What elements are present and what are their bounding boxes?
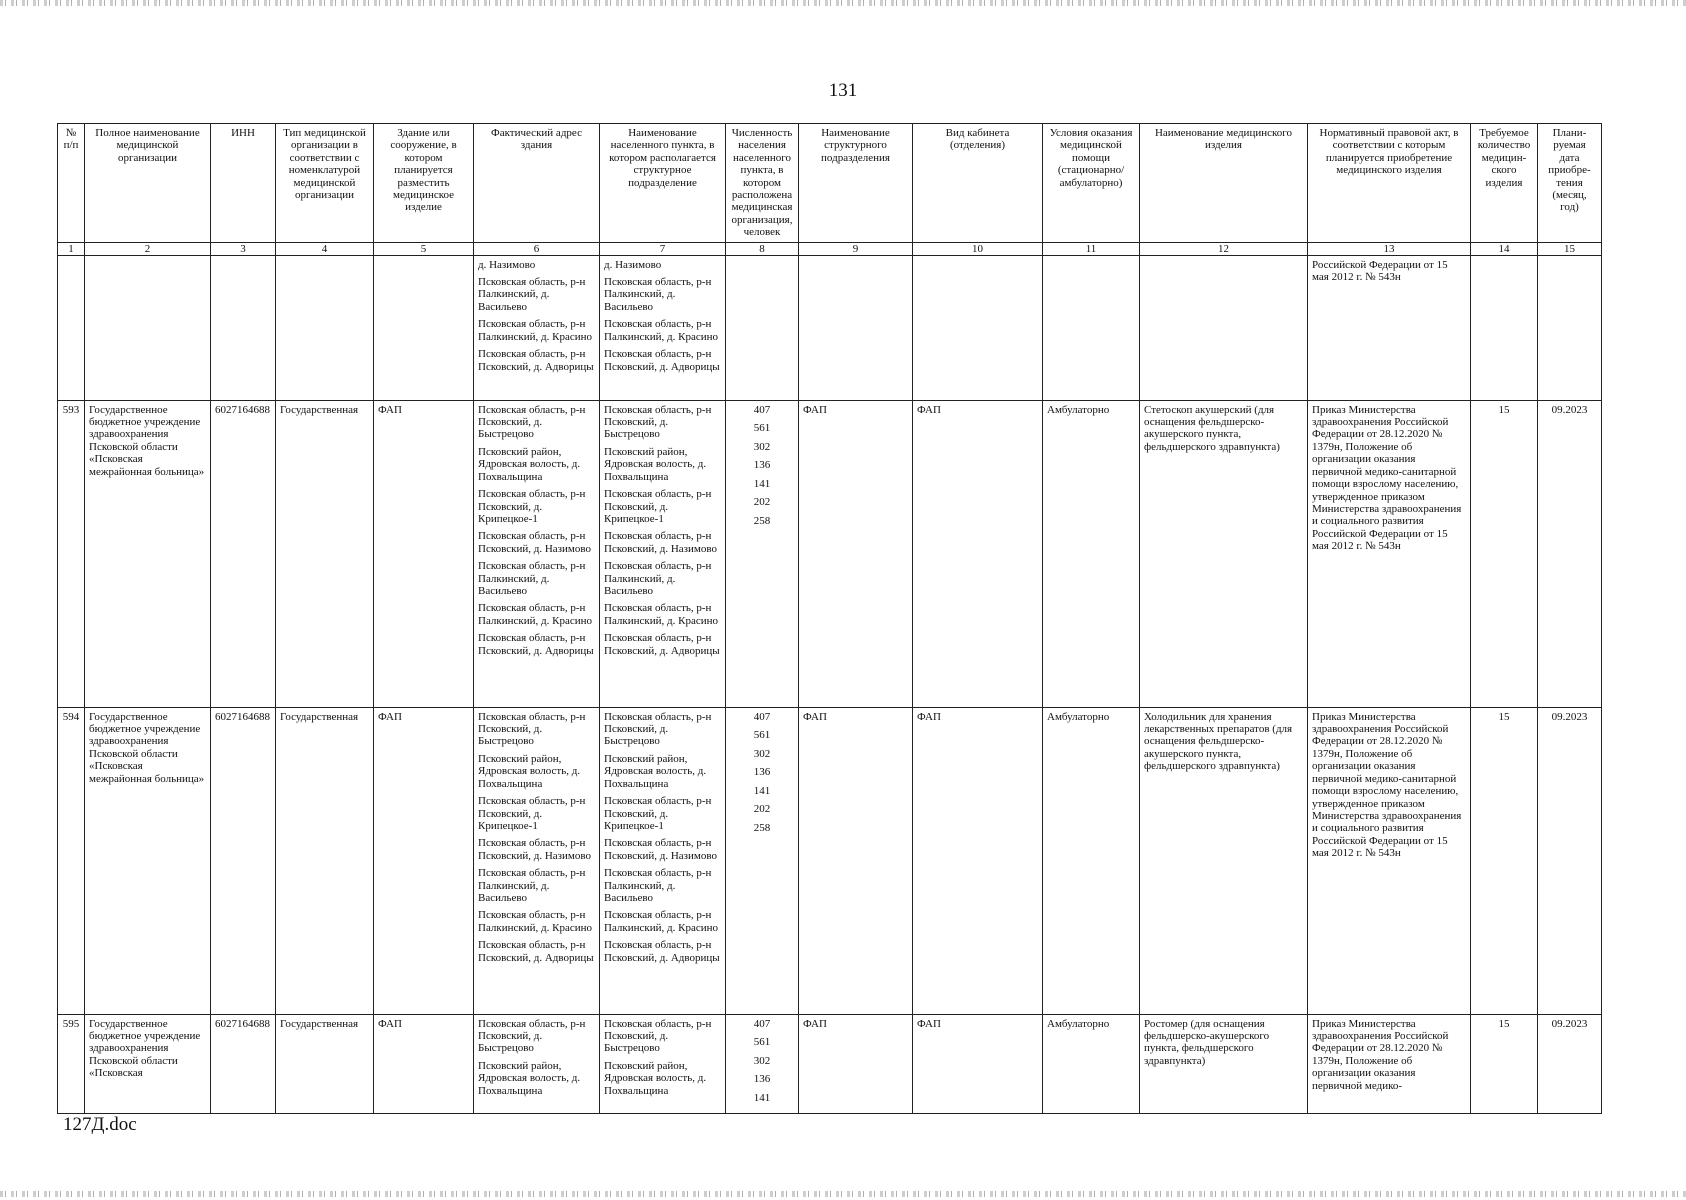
address-cell [474, 707, 600, 1014]
settlement-line: Псковская область, р-н Псковский, д. Адворицы [604, 939, 720, 964]
column-number: 8 [726, 242, 799, 255]
population-value: 302 [753, 1054, 771, 1067]
address-line: Псковская область, р-н Палкинский, д. Васильево [478, 867, 586, 904]
column-number: 3 [211, 242, 276, 255]
population-cell [726, 707, 799, 1014]
org-type: Государственная [276, 400, 374, 707]
header-act: Нормативный правовой акт, в соответствии с которым планируется приобретение медицинского изделия [1308, 124, 1471, 243]
cabinet-type: ФАП [913, 1014, 1043, 1114]
address-line: Псковская область, р-н Псковский, д. Крипецкое-1 [478, 795, 586, 832]
footer-filename: 127Д.doc [63, 1114, 137, 1135]
device-name: Стетоскоп акушерский (для оснащения фельдшерско-акушерского пункта, фельдшерского здравпункта) [1140, 400, 1308, 707]
population-value: 136 [753, 766, 771, 779]
header-org: Полное наименование медицинской организации [85, 124, 211, 243]
table-row [58, 707, 1602, 1014]
address-line: Псковская область, р-н Псковский, д. Крипецкое-1 [478, 488, 586, 525]
quantity: 15 [1471, 1014, 1538, 1114]
inn-value: 6027164688 [211, 1014, 276, 1114]
column-number: 14 [1471, 242, 1538, 255]
address-line: Псковская область, р-н Псковский, д. Адворицы [478, 632, 594, 657]
row-number: 595 [58, 1014, 85, 1114]
legal-act: Приказ Министерства здравоохранения Российской Федерации от 28.12.2020 № 1379н, Положение об организации оказания первичной медико-санитарной помощи взрослому населению, утвержденное приказом Министерства здравоохранения и социального развития Российской Федерации от 15 мая 2012 г. № 543н [1308, 400, 1471, 707]
care-conditions: Амбулаторно [1043, 1014, 1140, 1114]
settlement-line: Псковский район, Ядровская волость, д. Похвальщина [604, 752, 707, 790]
device-name: Холодильник для хранения лекарственных препаратов (для оснащения фельдшерско-акушерского пункта, фельдшерского здравпункта) [1140, 707, 1308, 1014]
empty-cell [913, 255, 1043, 400]
column-number: 13 [1308, 242, 1471, 255]
org-type: Государственная [276, 707, 374, 1014]
column-number: 12 [1140, 242, 1308, 255]
building: ФАП [374, 400, 474, 707]
settlement-line: Псковская область, р-н Псковский, д. Адворицы [604, 632, 720, 657]
header-conditions: Условия оказания медицинской помощи (стационарно/ амбулаторно) [1043, 124, 1140, 243]
device-name: Ростомер (для оснащения фельдшерско-акушерского пункта, фельдшерского здравпункта) [1140, 1014, 1308, 1114]
header-inn: ИНН [211, 124, 276, 243]
building: ФАП [374, 1014, 474, 1114]
legal-act: Приказ Министерства здравоохранения Российской Федерации от 28.12.2020 № 1379н, Положение об организации оказания первичной медико- [1308, 1014, 1471, 1114]
address-line: д. Назимово [478, 258, 536, 271]
cabinet-type: ФАП [913, 400, 1043, 707]
settlement-line: Псковская область, р-н Псковский, д. Быстрецово [604, 710, 712, 748]
population-value: 561 [753, 422, 771, 435]
equipment-registry-table [57, 123, 1602, 1114]
population-value: 302 [753, 440, 771, 453]
legal-act: Приказ Министерства здравоохранения Российской Федерации от 28.12.2020 № 1379н, Положение об организации оказания первичной медико-санитарной помощи взрослому населению, утвержденное приказом Министерства здравоохранения и социального развития Российской Федерации от 15 мая 2012 г. № 543н [1308, 707, 1471, 1014]
header-address: Фактический адрес здания [474, 124, 600, 243]
settlement-cell [600, 255, 726, 400]
header-building: Здание или сооружение, в котором планируется разместить медицинское изделие [374, 124, 474, 243]
scan-edge-bottom [0, 1191, 1686, 1197]
unit-name: ФАП [799, 707, 913, 1014]
population-cell [726, 400, 799, 707]
header-row [58, 124, 1602, 243]
header-num: № п/п [58, 124, 85, 243]
population-value: 561 [753, 729, 771, 742]
org-name: Государственное бюджетное учреждение здравоохранения Псковской области «Псковская межрайонная больница» [85, 400, 211, 707]
header-qty: Требуемое количество медицин-ского изделия [1471, 124, 1538, 243]
population-value: 141 [753, 477, 771, 490]
column-number: 9 [799, 242, 913, 255]
population-value: 202 [753, 803, 771, 816]
settlement-line: Псковская область, р-н Палкинский, д. Васильево [604, 276, 712, 313]
settlement-line: д. Назимово [604, 258, 662, 271]
population-cell [726, 1014, 799, 1114]
org-type: Государственная [276, 1014, 374, 1114]
settlement-line: Псковская область, р-н Палкинский, д. Васильево [604, 867, 712, 904]
population-value: 561 [753, 1036, 771, 1049]
scan-edge-top [0, 0, 1686, 6]
continuation-row [58, 255, 1602, 400]
empty-cell [58, 255, 85, 400]
column-number: 2 [85, 242, 211, 255]
population-value: 407 [753, 710, 771, 723]
address-cell [474, 400, 600, 707]
column-number: 11 [1043, 242, 1140, 255]
population-value: 302 [753, 747, 771, 760]
settlement-line: Псковская область, р-н Псковский, д. Назимово [604, 530, 717, 555]
empty-cell [1538, 255, 1602, 400]
empty-cell [211, 255, 276, 400]
column-number: 4 [276, 242, 374, 255]
settlement-cell [600, 707, 726, 1014]
header-device: Наименование медицинского изделия [1140, 124, 1308, 243]
purchase-date: 09.2023 [1538, 1014, 1602, 1114]
header-settlement: Наименование населенного пункта, в котором располагается структурное подразделение [600, 124, 726, 243]
population-value: 141 [753, 1091, 771, 1104]
quantity: 15 [1471, 400, 1538, 707]
address-line: Псковская область, р-н Палкинский, д. Красино [478, 318, 593, 343]
empty-cell [374, 255, 474, 400]
address-line: Псковская область, р-н Псковский, д. Быстрецово [478, 710, 586, 748]
column-number: 6 [474, 242, 600, 255]
care-conditions: Амбулаторно [1043, 400, 1140, 707]
empty-cell [1471, 255, 1538, 400]
row-number: 594 [58, 707, 85, 1014]
address-cell [474, 255, 600, 400]
empty-cell [1043, 255, 1140, 400]
header-date: Плани-руемая дата приобре-тения (месяц, год) [1538, 124, 1602, 243]
address-line: Псковский район, Ядровская волость, д. Похвальщина [478, 445, 581, 483]
population-value: 258 [753, 514, 771, 527]
address-line: Псковская область, р-н Псковский, д. Назимово [478, 530, 591, 555]
address-line: Псковская область, р-н Псковский, д. Быстрецово [478, 1017, 586, 1055]
care-conditions: Амбулаторно [1043, 707, 1140, 1014]
population-value: 407 [753, 403, 771, 416]
address-line: Псковская область, р-н Палкинский, д. Красино [478, 909, 593, 934]
column-number-row [58, 242, 1602, 255]
population-value: 141 [753, 784, 771, 797]
settlement-line: Псковская область, р-н Псковский, д. Крипецкое-1 [604, 795, 712, 832]
settlement-line: Псковская область, р-н Палкинский, д. Красино [604, 602, 719, 627]
column-number: 1 [58, 242, 85, 255]
header-unit: Наименование структурного подразделения [799, 124, 913, 243]
column-number: 10 [913, 242, 1043, 255]
address-line: Псковская область, р-н Палкинский, д. Красино [478, 602, 593, 627]
act-cell: Российской Федерации от 15 мая 2012 г. № 543н [1308, 255, 1471, 400]
population-value: 136 [753, 1073, 771, 1086]
address-line: Псковская область, р-н Псковский, д. Адворицы [478, 939, 594, 964]
population-value: 202 [753, 496, 771, 509]
settlement-line: Псковская область, р-н Псковский, д. Быстрецово [604, 403, 712, 441]
address-line: Псковская область, р-н Палкинский, д. Васильево [478, 560, 586, 597]
settlement-line: Псковская область, р-н Псковский, д. Быстрецово [604, 1017, 712, 1055]
header-population: Численность населения населенного пункта, в котором расположена медицинская организация, человек [726, 124, 799, 243]
settlement-line: Псковская область, р-н Палкинский, д. Красино [604, 318, 719, 343]
purchase-date: 09.2023 [1538, 707, 1602, 1014]
settlement-cell [600, 400, 726, 707]
column-number: 5 [374, 242, 474, 255]
population-value: 136 [753, 459, 771, 472]
settlement-line: Псковский район, Ядровская волость, д. Похвальщина [604, 1059, 707, 1097]
settlement-line: Псковская область, р-н Палкинский, д. Красино [604, 909, 719, 934]
empty-cell [799, 255, 913, 400]
settlement-line: Псковская область, р-н Палкинский, д. Васильево [604, 560, 712, 597]
address-line: Псковский район, Ядровская волость, д. Похвальщина [478, 1059, 581, 1097]
org-name: Государственное бюджетное учреждение здравоохранения Псковской области «Псковская межрайонная больница» [85, 707, 211, 1014]
settlement-line: Псковская область, р-н Псковский, д. Крипецкое-1 [604, 488, 712, 525]
column-number: 7 [600, 242, 726, 255]
header-cabinet: Вид кабинета (отделения) [913, 124, 1043, 243]
cabinet-type: ФАП [913, 707, 1043, 1014]
purchase-date: 09.2023 [1538, 400, 1602, 707]
settlement-line: Псковская область, р-н Псковский, д. Адворицы [604, 348, 720, 373]
address-line: Псковская область, р-н Псковский, д. Быстрецово [478, 403, 586, 441]
address-cell [474, 1014, 600, 1114]
inn-value: 6027164688 [211, 707, 276, 1014]
settlement-line: Псковский район, Ядровская волость, д. Похвальщина [604, 445, 707, 483]
building: ФАП [374, 707, 474, 1014]
row-number: 593 [58, 400, 85, 707]
empty-cell [726, 255, 799, 400]
settlement-cell [600, 1014, 726, 1114]
address-line: Псковский район, Ядровская волость, д. Похвальщина [478, 752, 581, 790]
address-line: Псковская область, р-н Палкинский, д. Васильево [478, 276, 586, 313]
empty-cell [276, 255, 374, 400]
header-type: Тип медицинской организации в соответствии с номенклатурой медицинской организации [276, 124, 374, 243]
settlement-line: Псковская область, р-н Псковский, д. Назимово [604, 837, 717, 862]
inn-value: 6027164688 [211, 400, 276, 707]
address-line: Псковская область, р-н Псковский, д. Назимово [478, 837, 591, 862]
address-line: Псковская область, р-н Псковский, д. Адворицы [478, 348, 594, 373]
empty-cell [85, 255, 211, 400]
column-number: 15 [1538, 242, 1602, 255]
empty-cell [1140, 255, 1308, 400]
table-row [58, 1014, 1602, 1114]
quantity: 15 [1471, 707, 1538, 1014]
org-name: Государственное бюджетное учреждение здравоохранения Псковской области «Псковская [85, 1014, 211, 1114]
population-value: 407 [753, 1017, 771, 1030]
unit-name: ФАП [799, 1014, 913, 1114]
population-value: 258 [753, 821, 771, 834]
page-number: 131 [828, 80, 858, 101]
table-row [58, 400, 1602, 707]
unit-name: ФАП [799, 400, 913, 707]
